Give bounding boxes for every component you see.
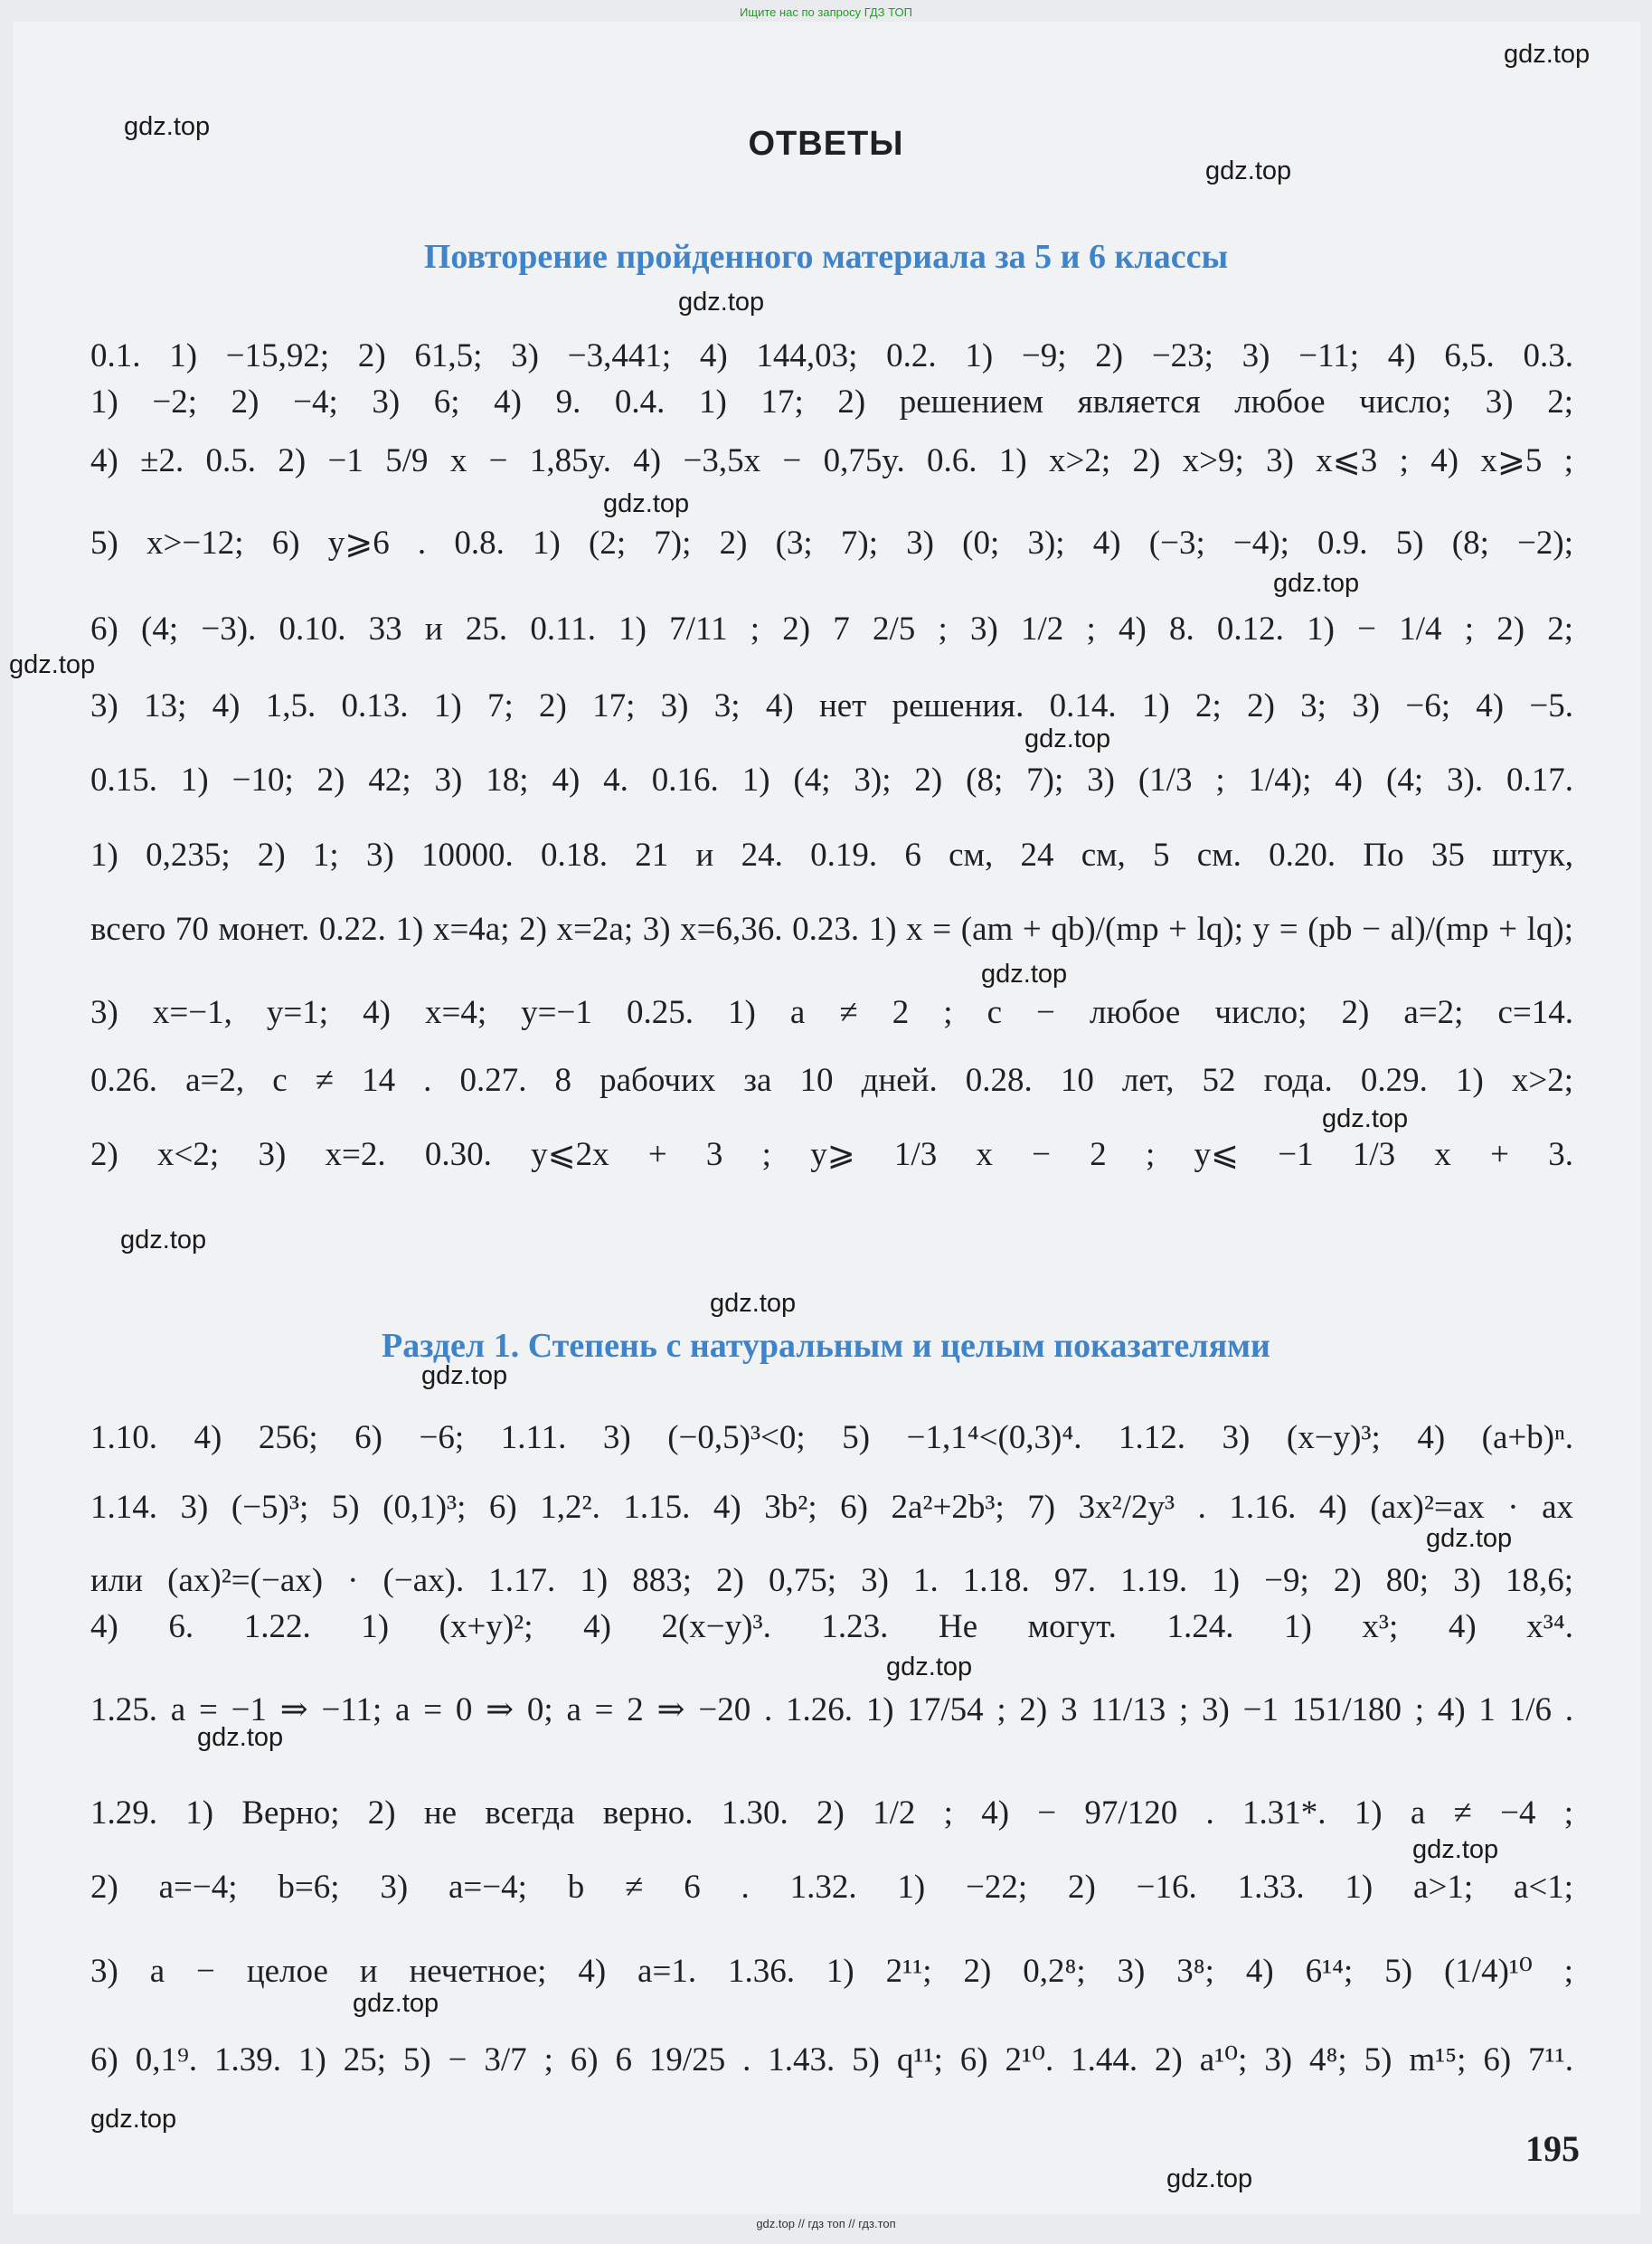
answer-line: 5) x>−12; 6) y⩾6 . 0.8. 1) (2; 7); 2) (3; 7); 3) (0; 3); 4) (−3; −4); 0.9. 5) (8; −2); [90, 525, 1573, 562]
answer-line: 4) ±2. 0.5. 2) −1 5/9 x − 1,85y. 4) −3,5x − 0,75y. 0.6. 1) x>2; 2) x>9; 3) x⩽3 ; 4) x⩾5 ; [90, 442, 1573, 479]
answer-line: 3) 13; 4) 1,5. 0.13. 1) 7; 2) 17; 3) 3; 4) нет решения. 0.14. 1) 2; 2) 3; 3) −6; 4) −5. [90, 687, 1573, 724]
watermark: gdz.top [90, 2105, 177, 2134]
watermark: gdz.top [1412, 1835, 1499, 1864]
watermark: gdz.top [1273, 569, 1360, 598]
watermark: gdz.top [1024, 724, 1111, 753]
page-number: 195 [1525, 2128, 1580, 2169]
answer-line: 1.10. 4) 256; 6) −6; 1.11. 3) (−0,5)³<0; 5) −1,1⁴<(0,3)⁴. 1.12. 3) (x−y)³; 4) (a+b)ⁿ. [90, 1419, 1573, 1456]
watermark: gdz.top [1166, 2164, 1253, 2193]
page-title: ОТВЕТЫ [748, 125, 904, 163]
answer-line: всего 70 монет. 0.22. 1) x=4a; 2) x=2a; 3) x=6,36. 0.23. 1) x = (am + qb)/(mp + lq); y = (pb − al)/(mp + lq); [90, 911, 1573, 948]
watermark: gdz.top [1205, 156, 1292, 185]
answer-line: 2) x<2; 3) x=2. 0.30. y⩽2x + 3 ; y⩾ 1/3 x − 2 ; y⩽ −1 1/3 x + 3. [90, 1136, 1573, 1173]
answer-line: 1.25. a = −1 ⇒ −11; a = 0 ⇒ 0; a = 2 ⇒ −20 . 1.26. 1) 17/54 ; 2) 3 11/13 ; 3) −1 151/180 ; 4) 1 1/6 . [90, 1691, 1573, 1728]
watermark: gdz.top [1426, 1524, 1513, 1553]
watermark: gdz.top [9, 650, 96, 679]
watermark: gdz.top [353, 1989, 439, 2018]
answer-line: 3) x=−1, y=1; 4) x=4; y=−1 0.25. 1) a ≠ 2 ; c − любое число; 2) a=2; c=14. [90, 994, 1573, 1031]
watermark: gdz.top [710, 1289, 797, 1318]
watermark: gdz.top [678, 288, 765, 317]
answer-line: 0.26. a=2, c ≠ 14 . 0.27. 8 рабочих за 10 дней. 0.28. 10 лет, 52 года. 0.29. 1) x>2; [90, 1062, 1573, 1099]
watermark: gdz.top [603, 489, 690, 518]
answer-line: 1) −2; 2) −4; 3) 6; 4) 9. 0.4. 1) 17; 2) решением является любое число; 3) 2; [90, 383, 1573, 421]
watermark: gdz.top [124, 112, 211, 141]
answer-line: 3) a − целое и нечетное; 4) a=1. 1.36. 1) 2¹¹; 2) 0,2⁸; 3) 3⁸; 4) 6¹⁴; 5) (1/4)¹⁰ ; [90, 1953, 1573, 1990]
answer-line: 0.1. 1) −15,92; 2) 61,5; 3) −3,441; 4) 144,03; 0.2. 1) −9; 2) −23; 3) −11; 4) 6,5. 0.3. [90, 337, 1573, 374]
watermark: gdz.top [1322, 1104, 1409, 1133]
answer-line: 1.14. 3) (−5)³; 5) (0,1)³; 6) 1,2². 1.15. 4) 3b²; 6) 2a²+2b³; 7) 3x²/2y³ . 1.16. 4) (ax)²=ax · ax [90, 1489, 1573, 1526]
top-search-note: Ищите нас по запросу ГДЗ ТОП [740, 5, 912, 19]
answer-line: 0.15. 1) −10; 2) 42; 3) 18; 4) 4. 0.16. 1) (4; 3); 2) (8; 7); 3) (1/3 ; 1/4); 4) (4; 3). 0.17. [90, 762, 1573, 799]
answer-line: 1.29. 1) Верно; 2) не всегда верно. 1.30. 2) 1/2 ; 4) − 97/120 . 1.31*. 1) a ≠ −4 ; [90, 1794, 1573, 1832]
answer-line: 4) 6. 1.22. 1) (x+y)²; 4) 2(x−y)³. 1.23. Не могут. 1.24. 1) x³; 4) x³⁴. [90, 1608, 1573, 1645]
watermark: gdz.top [1504, 40, 1591, 69]
answer-line: 1) 0,235; 2) 1; 3) 10000. 0.18. 21 и 24. 0.19. 6 см, 24 см, 5 см. 0.20. По 35 штук, [90, 837, 1573, 874]
section-heading: Раздел 1. Степень с натуральным и целым показателями [382, 1327, 1270, 1365]
answer-line: 6) 0,1⁹. 1.39. 1) 25; 5) − 3/7 ; 6) 6 19/25 . 1.43. 5) q¹¹; 6) 2¹⁰. 1.44. 2) a¹⁰; 3) 4⁸; 5) m¹⁵; 6) 7¹¹. [90, 2041, 1573, 2078]
answer-line: 2) a=−4; b=6; 3) a=−4; b ≠ 6 . 1.32. 1) −22; 2) −16. 1.33. 1) a>1; a<1; [90, 1869, 1573, 1906]
answer-line: 6) (4; −3). 0.10. 33 и 25. 0.11. 1) 7/11 ; 2) 7 2/5 ; 3) 1/2 ; 4) 8. 0.12. 1) − 1/4 ; 2) 2; [90, 611, 1573, 648]
watermark: gdz.top [197, 1723, 284, 1752]
bottom-note: gdz.top // гдз топ // гдз.топ [756, 2217, 896, 2230]
watermark: gdz.top [886, 1652, 973, 1681]
answer-line: или (ax)²=(−ax) · (−ax). 1.17. 1) 883; 2) 0,75; 3) 1. 1.18. 97. 1.19. 1) −9; 2) 80; 3) 18,6; [90, 1562, 1573, 1599]
watermark: gdz.top [981, 960, 1068, 989]
watermark: gdz.top [421, 1361, 508, 1390]
watermark: gdz.top [120, 1226, 207, 1255]
section-heading: Повторение пройденного материала за 5 и 6 классы [423, 238, 1229, 276]
